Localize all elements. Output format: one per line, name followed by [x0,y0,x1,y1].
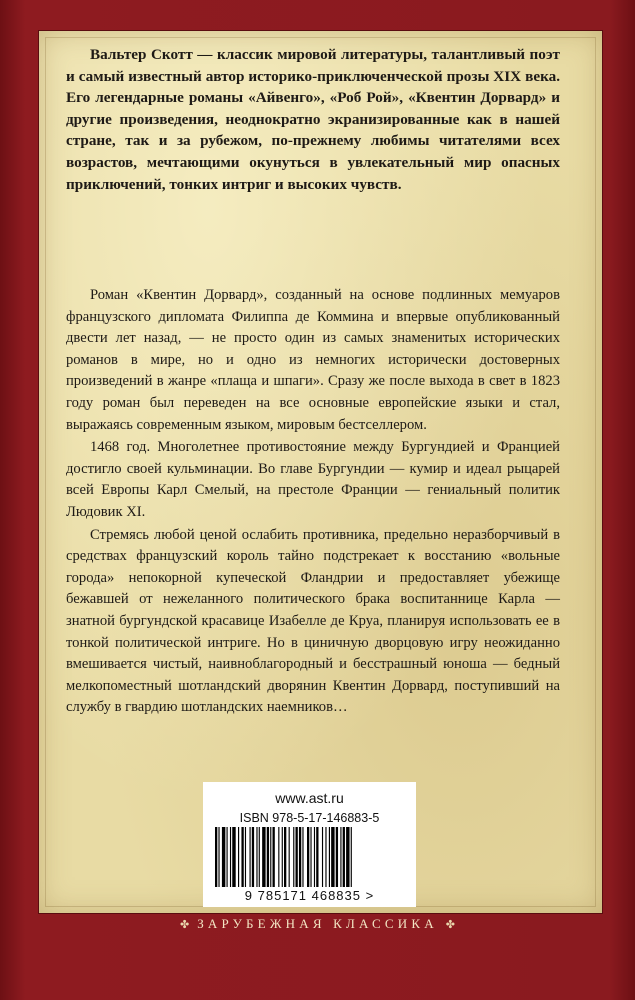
barcode-stripe [245,827,246,887]
barcode-stripe [293,827,294,887]
paragraph-1: Роман «Квентин Дорвард», созданный на основе подлинных мемуаров французского дипломата Филиппа де Коммина и впервые опубликованный двести лет назад, — не просто один из самых знаменитых исторических романов в мире, но и одно из немногих исторически достоверных произведений в жанре «плаща и шпаги». Сразу же после выхода в свет в 1823 году роман был переведен на все основные европейские языки и стал, выражаясь современным языком, мировым бестселлером. [66,287,560,433]
barcode-stripe [222,827,225,887]
ornament-right-icon: ✤ [445,919,456,931]
barcode-stripe [238,827,239,887]
barcode-stripe [343,827,345,887]
barcode-stripe [325,827,326,887]
lead-paragraph: Вальтер Скотт — классик мировой литературы, талантливый поэт и самый известный автор историко-приключенческой прозы XIX века. Его легендарные романы «Айвенго», «Роб Рой», «Квентин Дорвард» и другие произведения, неоднократно экранизированные как в нашей стране, так и за рубежом, по-прежнему любимы читателями всех возрастов, мечтающими окунуться в увлекательный мир опасных приключений, тонких интриг и высоких чувств. [66,46,560,193]
barcode-stripe [346,827,349,887]
barcode-panel [203,782,416,907]
barcode-stripe [314,827,315,887]
barcode-stripe [230,827,231,887]
barcode-stripe [232,827,235,887]
barcode-stripe [282,827,283,887]
barcode-stripe [316,827,318,887]
paragraph-2: 1468 год. Многолетнее противостояние между Бургундией и Францией достигло своей кульминации. Во главе Бургундии — кумир и идеал рыцарей всей Европы Карл Смелый, на престоле Франции — гениальный политик Людовик XI. [66,439,560,520]
paragraph-3: Стремясь любой ценой ослабить противника, предельно неразборчивый в средствах французский король тайно подстрекает к восстанию «вольные города» непокорной купеческой Фландрии и предоставляет убежище бежавшей от нежеланного политического брака воспитаннице Карла — знатной бургундской красавице Изабелле де Круа, планируя использовать ее в тонкой политической интриге. Но в циничную дворцовую игру неожиданно вмешивается чистый, наивноблагородный и бесстрашный юноша — бедный мелкопоместный шотландский дворянин Квентин Дорвард, поступивший на службу в гвардию шотландских наемников… [66,526,560,716]
barcode-stripe [278,827,279,887]
barcode-stripe [259,827,260,887]
series-title-bar [0,916,635,932]
barcode-stripe [302,827,303,887]
barcode-stripe [250,827,251,887]
barcode-stripe [331,827,334,887]
barcode-stripe [241,827,243,887]
barcode-stripe [218,827,219,887]
barcode-stripe [307,827,309,887]
barcode-stripe [215,827,217,887]
barcode-stripe [289,827,290,887]
barcode-stripe [270,827,271,887]
series-title: ЗАРУБЕЖНАЯ КЛАССИКА [197,916,438,931]
barcode-digits: 9 785171 468835 > [244,888,375,903]
publisher-website: www.ast.ru [275,790,344,806]
ornament-left-icon: ✤ [179,919,190,931]
barcode-stripe [273,827,275,887]
barcode-stripe [310,827,311,887]
barcode-stripe [299,827,301,887]
isbn-label: ISBN 978-5-17-146883-5 [239,811,380,825]
barcode-stripe [256,827,257,887]
barcode-image [215,827,404,887]
barcode-stripe [262,827,265,887]
barcode-stripe [252,827,254,887]
annotation-body [66,285,560,720]
barcode-stripe [329,827,330,887]
barcode-stripe [227,827,228,887]
barcode-stripe [284,827,286,887]
barcode-stripe [340,827,341,887]
barcode-stripe [322,827,323,887]
barcode-stripe [336,827,338,887]
barcode-stripe [296,827,298,887]
barcode-stripe [351,827,352,887]
barcode-stripe [267,827,269,887]
